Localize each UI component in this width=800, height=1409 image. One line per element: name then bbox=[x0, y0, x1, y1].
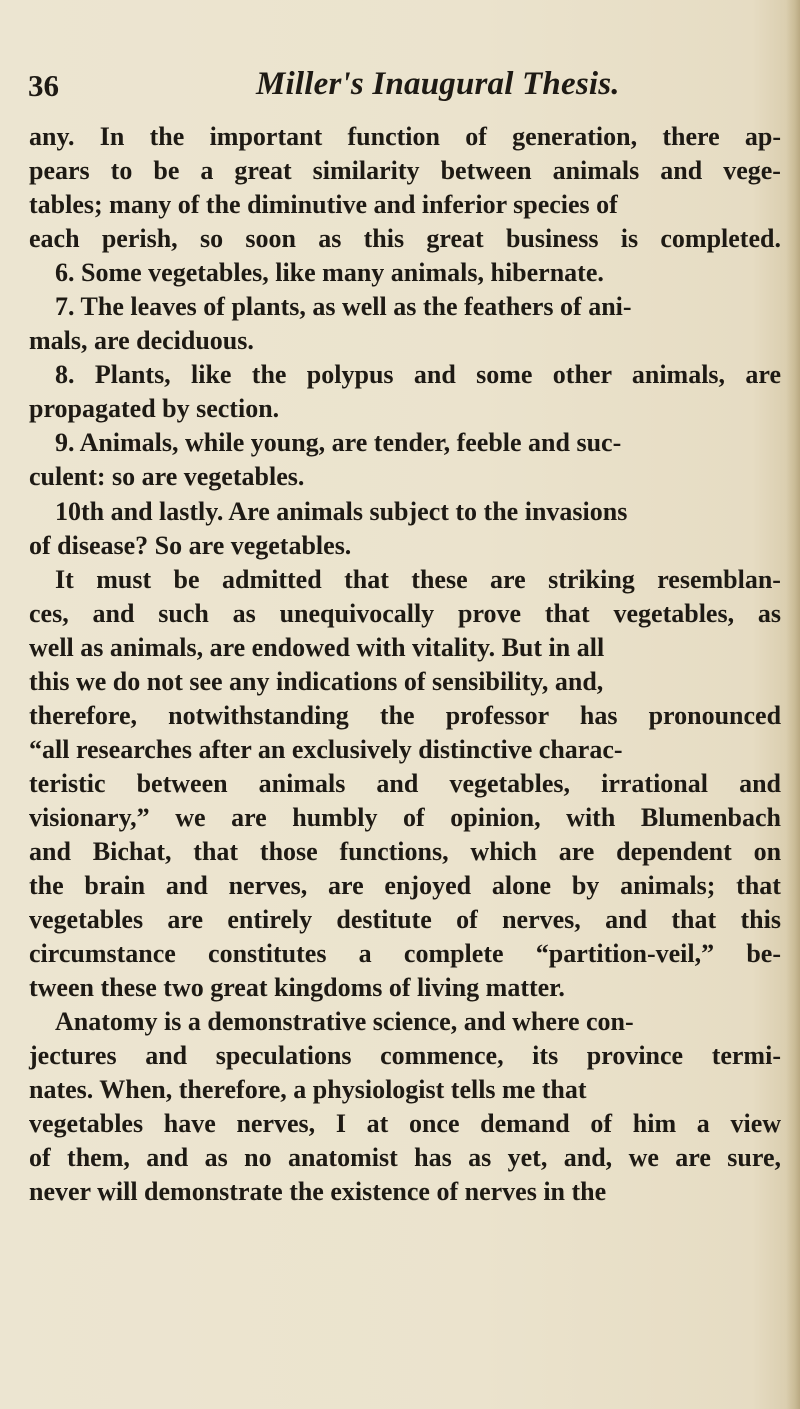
text-line: the brain and nerves, are enjoyed alone by animals; that bbox=[29, 871, 781, 901]
text-line: 7. The leaves of plants, as well as the feathers of ani- bbox=[55, 292, 632, 322]
text-line: visionary,” we are humbly of opinion, with Blumenbach bbox=[29, 802, 781, 832]
text-line: of them, and as no anatomist has as yet, and, we are sure, bbox=[29, 1143, 781, 1173]
text-line: It must be admitted that these are striking resemblan- bbox=[55, 564, 781, 594]
text-line: 10th and lastly. Are animals subject to the invasions bbox=[55, 496, 628, 526]
body-text bbox=[29, 120, 795, 1210]
text-line: vegetables have nerves, I at once demand of him a view bbox=[29, 1109, 782, 1139]
text-line: this we do not see any indications of sensibility, and, bbox=[29, 666, 604, 696]
running-head bbox=[28, 66, 788, 106]
text-line: therefore, notwithstanding the professor has pronounced bbox=[29, 700, 782, 730]
text-line: each perish, so soon as this great business is completed. bbox=[29, 224, 781, 254]
text-line: culent: so are vegetables. bbox=[29, 462, 305, 492]
text-line: of disease? So are vegetables. bbox=[29, 530, 352, 560]
text-line: well as animals, are endowed with vitality. But in all bbox=[29, 632, 605, 662]
text-line: 6. Some vegetables, like many animals, hibernate. bbox=[55, 258, 604, 288]
text-line: tween these two great kingdoms of living matter. bbox=[29, 973, 565, 1003]
text-line: tables; many of the diminutive and inferior species of bbox=[29, 190, 618, 220]
text-line: any. In the important function of generation, there ap- bbox=[29, 122, 782, 151]
text-line: mals, are deciduous. bbox=[29, 326, 254, 356]
text-line: circumstance constitutes a complete “partition-veil,” be- bbox=[29, 939, 781, 969]
text-line: nates. When, therefore, a physiologist tells me that bbox=[29, 1075, 587, 1105]
text-line: ces, and such as unequivocally prove that vegetables, as bbox=[29, 598, 782, 628]
running-title: Miller's Inaugural Thesis. bbox=[256, 66, 620, 102]
text-line: 8. Plants, like the polypus and some other animals, are bbox=[55, 360, 781, 390]
text-line: jectures and speculations commence, its province termi- bbox=[29, 1041, 781, 1071]
text-line: pears to be a great similarity between animals and vege- bbox=[29, 156, 781, 186]
text-line: vegetables are entirely destitute of nerves, and that this bbox=[29, 905, 781, 935]
text-line: teristic between animals and vegetables, irrational and bbox=[29, 768, 781, 798]
text-line: Anatomy is a demonstrative science, and where con- bbox=[55, 1007, 634, 1037]
page-number: 36 bbox=[28, 68, 59, 103]
text-line: and Bichat, that those functions, which are dependent on bbox=[29, 836, 782, 866]
text-line: 9. Animals, while young, are tender, feeble and suc- bbox=[55, 428, 622, 458]
text-line: never will demonstrate the existence of nerves in the bbox=[29, 1177, 607, 1207]
text-line: “all researches after an exclusively distinctive charac- bbox=[29, 734, 623, 764]
text-line: propagated by section. bbox=[29, 394, 280, 424]
